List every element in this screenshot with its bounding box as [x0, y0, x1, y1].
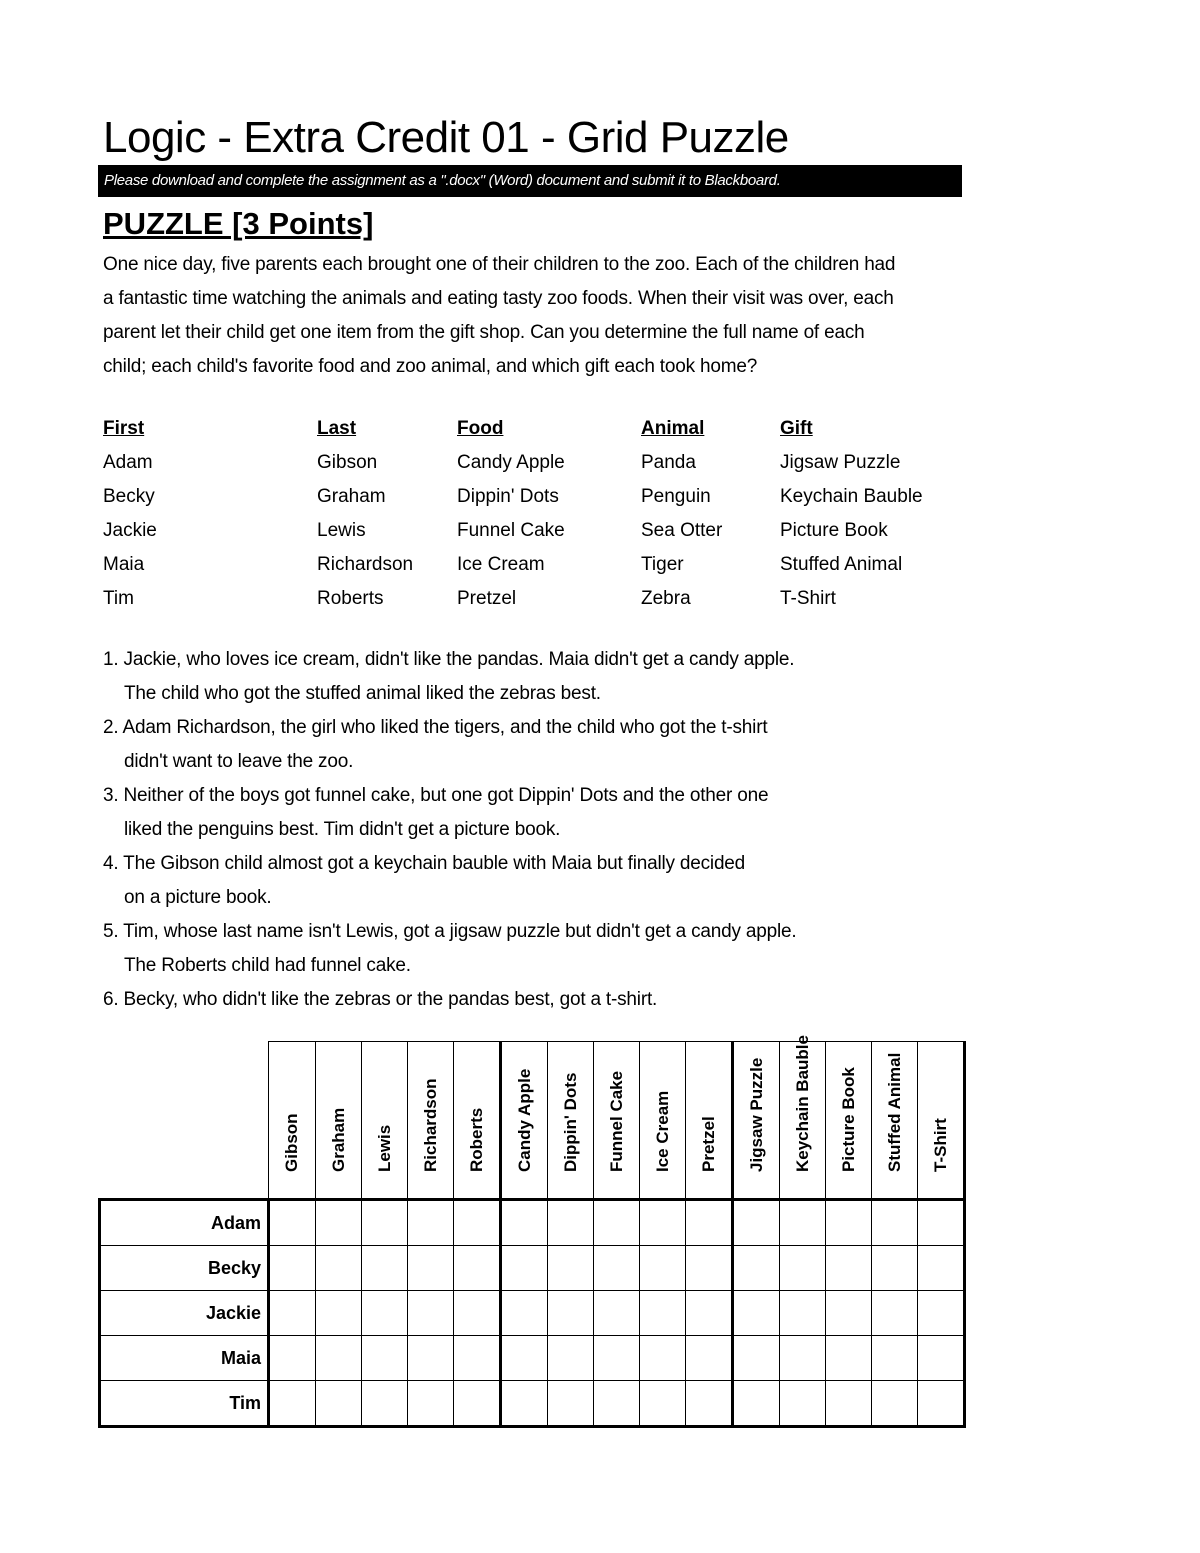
grid-header-row: [100, 1042, 965, 1200]
category-item: Funnel Cake: [457, 520, 565, 541]
category-header: Gift: [780, 418, 813, 439]
clue-item: [103, 915, 1003, 983]
clue-item: [103, 711, 1003, 779]
category-item: Penguin: [641, 486, 711, 507]
clue-line: 5. Tim, whose last name isn't Lewis, got a jigsaw puzzle but didn't get a candy apple.: [103, 921, 797, 942]
grid-cell[interactable]: [872, 1246, 918, 1291]
grid-column-header: [733, 1042, 780, 1200]
grid-column-header: [501, 1042, 548, 1200]
grid-cell[interactable]: [872, 1381, 918, 1427]
grid-cell[interactable]: [640, 1381, 686, 1427]
grid-cell[interactable]: [548, 1200, 594, 1246]
grid-row-header: Tim: [100, 1381, 269, 1427]
grid-cell[interactable]: [780, 1246, 826, 1291]
grid-cell[interactable]: [362, 1200, 408, 1246]
category-item: Richardson: [317, 554, 414, 575]
category-item: Roberts: [317, 588, 384, 609]
column-label: Richardson: [420, 1078, 440, 1172]
intro-line: child; each child's favorite food and zoo animal, and which gift each took home?: [103, 356, 758, 377]
grid-cell[interactable]: [686, 1336, 733, 1381]
clue-list: [103, 643, 1003, 1017]
grid-cell[interactable]: [454, 1381, 501, 1427]
grid-cell[interactable]: [362, 1381, 408, 1427]
clue-line: didn't want to leave the zoo.: [124, 751, 354, 772]
grid-cell[interactable]: [780, 1381, 826, 1427]
column-label: Jigsaw Puzzle: [746, 1057, 766, 1172]
category-item: Maia: [103, 554, 145, 575]
grid-cell[interactable]: [408, 1246, 454, 1291]
grid-cell[interactable]: [594, 1200, 640, 1246]
category-item: Candy Apple: [457, 452, 565, 473]
category-item: Pretzel: [457, 588, 517, 609]
category-animal: [641, 412, 722, 616]
grid-column-header: [269, 1042, 316, 1200]
grid-cell[interactable]: [733, 1291, 780, 1336]
clue-item: [103, 983, 1003, 1017]
clue-item: [103, 847, 1003, 915]
category-item: Tim: [103, 588, 134, 609]
category-item: Jackie: [103, 520, 157, 541]
grid-cell[interactable]: [640, 1336, 686, 1381]
intro-line: a fantastic time watching the animals and eating tasty zoo foods. When their visit was over, each: [103, 288, 894, 309]
category-item: Zebra: [641, 588, 691, 609]
category-header: Animal: [641, 418, 705, 439]
grid-column-header: [686, 1042, 733, 1200]
grid-cell[interactable]: [872, 1291, 918, 1336]
category-item: Sea Otter: [641, 520, 723, 541]
clue-line: liked the penguins best. Tim didn't get a picture book.: [124, 819, 561, 840]
category-item: Jigsaw Puzzle: [780, 452, 901, 473]
grid-column-header: [362, 1042, 408, 1200]
grid-row: [100, 1381, 965, 1427]
grid-row: [100, 1336, 965, 1381]
column-label: Candy Apple: [514, 1068, 534, 1172]
grid-cell[interactable]: [269, 1291, 316, 1336]
grid-column-header: [408, 1042, 454, 1200]
clue-line: The Roberts child had funnel cake.: [124, 955, 411, 976]
grid-cell[interactable]: [269, 1246, 316, 1291]
grid-cell[interactable]: [362, 1336, 408, 1381]
column-label: Funnel Cake: [606, 1070, 626, 1172]
clue-line: The child who got the stuffed animal liked the zebras best.: [124, 683, 601, 704]
grid-cell[interactable]: [733, 1381, 780, 1427]
column-label: Graham: [328, 1107, 348, 1172]
grid-corner: [100, 1042, 269, 1200]
grid-cell[interactable]: [501, 1291, 548, 1336]
category-item: Tiger: [641, 554, 684, 575]
grid-cell[interactable]: [826, 1200, 872, 1246]
grid-cell[interactable]: [548, 1246, 594, 1291]
column-label: Roberts: [466, 1107, 486, 1172]
grid-cell[interactable]: [594, 1246, 640, 1291]
grid-cell[interactable]: [408, 1336, 454, 1381]
grid-cell[interactable]: [269, 1200, 316, 1246]
grid-cell[interactable]: [316, 1381, 362, 1427]
clue-item: [103, 779, 1003, 847]
grid-cell[interactable]: [872, 1336, 918, 1381]
grid-cell[interactable]: [548, 1291, 594, 1336]
clue-line: 4. The Gibson child almost got a keychain bauble with Maia but finally decided: [103, 853, 746, 874]
grid-column-header: [780, 1035, 826, 1200]
grid-cell[interactable]: [686, 1200, 733, 1246]
grid-column-header: [826, 1042, 872, 1200]
clue-line: 6. Becky, who didn't like the zebras or the pandas best, got a t-shirt.: [103, 989, 658, 1010]
column-label: Keychain Bauble: [792, 1035, 812, 1172]
logic-grid-table: [98, 1035, 966, 1428]
instruction-banner: Please download and complete the assignment as a ".docx" (Word) document and submit it to Blackboard.: [98, 165, 962, 197]
grid-cell[interactable]: [594, 1291, 640, 1336]
category-item: Panda: [641, 452, 696, 473]
grid-column-header: [594, 1042, 640, 1200]
category-item: Lewis: [317, 520, 366, 541]
grid-cell[interactable]: [733, 1246, 780, 1291]
category-header: Food: [457, 418, 504, 439]
grid-cell[interactable]: [826, 1291, 872, 1336]
grid-cell[interactable]: [316, 1246, 362, 1291]
clue-line: on a picture book.: [124, 887, 272, 908]
grid-cell[interactable]: [408, 1381, 454, 1427]
grid-row-header: Becky: [100, 1246, 269, 1291]
clue-line: 1. Jackie, who loves ice cream, didn't like the pandas. Maia didn't get a candy apple.: [103, 649, 795, 670]
grid-cell[interactable]: [918, 1246, 965, 1291]
clue-line: 2. Adam Richardson, the girl who liked the tigers, and the child who got the t-shirt: [103, 717, 768, 738]
grid-cell[interactable]: [548, 1336, 594, 1381]
grid-cell[interactable]: [501, 1336, 548, 1381]
grid-cell[interactable]: [454, 1246, 501, 1291]
grid-cell[interactable]: [918, 1291, 965, 1336]
category-header: Last: [317, 418, 357, 439]
category-food: [457, 412, 565, 616]
grid-cell[interactable]: [594, 1336, 640, 1381]
grid-cell[interactable]: [826, 1246, 872, 1291]
category-item: Graham: [317, 486, 386, 507]
grid-cell[interactable]: [408, 1200, 454, 1246]
category-item: Picture Book: [780, 520, 888, 541]
grid-cell[interactable]: [826, 1336, 872, 1381]
grid-cell[interactable]: [780, 1291, 826, 1336]
column-label: Pretzel: [698, 1116, 718, 1172]
grid-cell[interactable]: [918, 1381, 965, 1427]
grid-cell[interactable]: [826, 1381, 872, 1427]
grid-row: [100, 1246, 965, 1291]
category-item: Dippin' Dots: [457, 486, 559, 507]
category-item: Adam: [103, 452, 153, 473]
grid-cell[interactable]: [316, 1336, 362, 1381]
grid-cell[interactable]: [501, 1200, 548, 1246]
column-label: Gibson: [282, 1113, 301, 1172]
logic-grid: [98, 1035, 966, 1428]
column-label: Stuffed Animal: [884, 1052, 904, 1172]
category-item: Gibson: [317, 452, 378, 473]
category-first: [103, 412, 157, 616]
grid-cell[interactable]: [501, 1381, 548, 1427]
grid-cell[interactable]: [316, 1200, 362, 1246]
grid-cell[interactable]: [594, 1381, 640, 1427]
category-item: Ice Cream: [457, 554, 545, 575]
grid-column-header: [454, 1042, 501, 1200]
grid-cell[interactable]: [780, 1336, 826, 1381]
grid-cell[interactable]: [501, 1246, 548, 1291]
grid-cell[interactable]: [640, 1246, 686, 1291]
grid-row-header: Maia: [100, 1336, 269, 1381]
grid-cell[interactable]: [686, 1291, 733, 1336]
grid-cell[interactable]: [269, 1381, 316, 1427]
grid-row-header: Jackie: [100, 1291, 269, 1336]
grid-cell[interactable]: [362, 1291, 408, 1336]
grid-row: [100, 1200, 965, 1246]
category-item: T-Shirt: [780, 588, 836, 609]
page-title: Logic - Extra Credit 01 - Grid Puzzle: [103, 113, 789, 162]
grid-cell[interactable]: [362, 1246, 408, 1291]
category-item: Keychain Bauble: [780, 486, 923, 507]
category-item: Becky: [103, 486, 155, 507]
column-label: Dippin' Dots: [560, 1072, 580, 1172]
grid-column-header: [918, 1042, 965, 1200]
intro-line: parent let their child get one item from the gift shop. Can you determine the full name of each: [103, 322, 865, 343]
grid-cell[interactable]: [733, 1200, 780, 1246]
grid-cell[interactable]: [686, 1246, 733, 1291]
grid-cell[interactable]: [316, 1291, 362, 1336]
grid-column-header: [640, 1042, 686, 1200]
grid-cell[interactable]: [733, 1336, 780, 1381]
column-label: Lewis: [374, 1124, 394, 1172]
grid-cell[interactable]: [686, 1381, 733, 1427]
grid-cell[interactable]: [918, 1336, 965, 1381]
grid-row: [100, 1291, 965, 1336]
category-last: [317, 412, 413, 616]
category-item: Stuffed Animal: [780, 554, 903, 575]
grid-cell[interactable]: [872, 1200, 918, 1246]
grid-cell[interactable]: [780, 1200, 826, 1246]
clue-item: [103, 643, 1003, 711]
category-header: First: [103, 418, 145, 439]
category-gift: [780, 412, 923, 616]
section-heading: PUZZLE [3 Points]: [103, 206, 374, 241]
grid-cell[interactable]: [640, 1200, 686, 1246]
grid-column-header: [872, 1042, 918, 1200]
clue-line: 3. Neither of the boys got funnel cake, but one got Dippin' Dots and the other one: [103, 785, 769, 806]
grid-cell[interactable]: [408, 1291, 454, 1336]
grid-cell[interactable]: [269, 1336, 316, 1381]
grid-cell[interactable]: [918, 1200, 965, 1246]
intro-line: One nice day, five parents each brought one of their children to the zoo. Each of the children had: [103, 254, 896, 275]
grid-cell[interactable]: [548, 1381, 594, 1427]
grid-column-header: [548, 1042, 594, 1200]
grid-cell[interactable]: [640, 1291, 686, 1336]
grid-cell[interactable]: [454, 1291, 501, 1336]
column-label: Picture Book: [838, 1067, 858, 1172]
grid-column-header: [316, 1042, 362, 1200]
grid-cell[interactable]: [454, 1200, 501, 1246]
intro-paragraph: [103, 248, 1043, 384]
column-label: Ice Cream: [652, 1090, 672, 1172]
grid-cell[interactable]: [454, 1336, 501, 1381]
column-label: T-Shirt: [930, 1118, 950, 1172]
grid-row-header: Adam: [100, 1200, 269, 1246]
